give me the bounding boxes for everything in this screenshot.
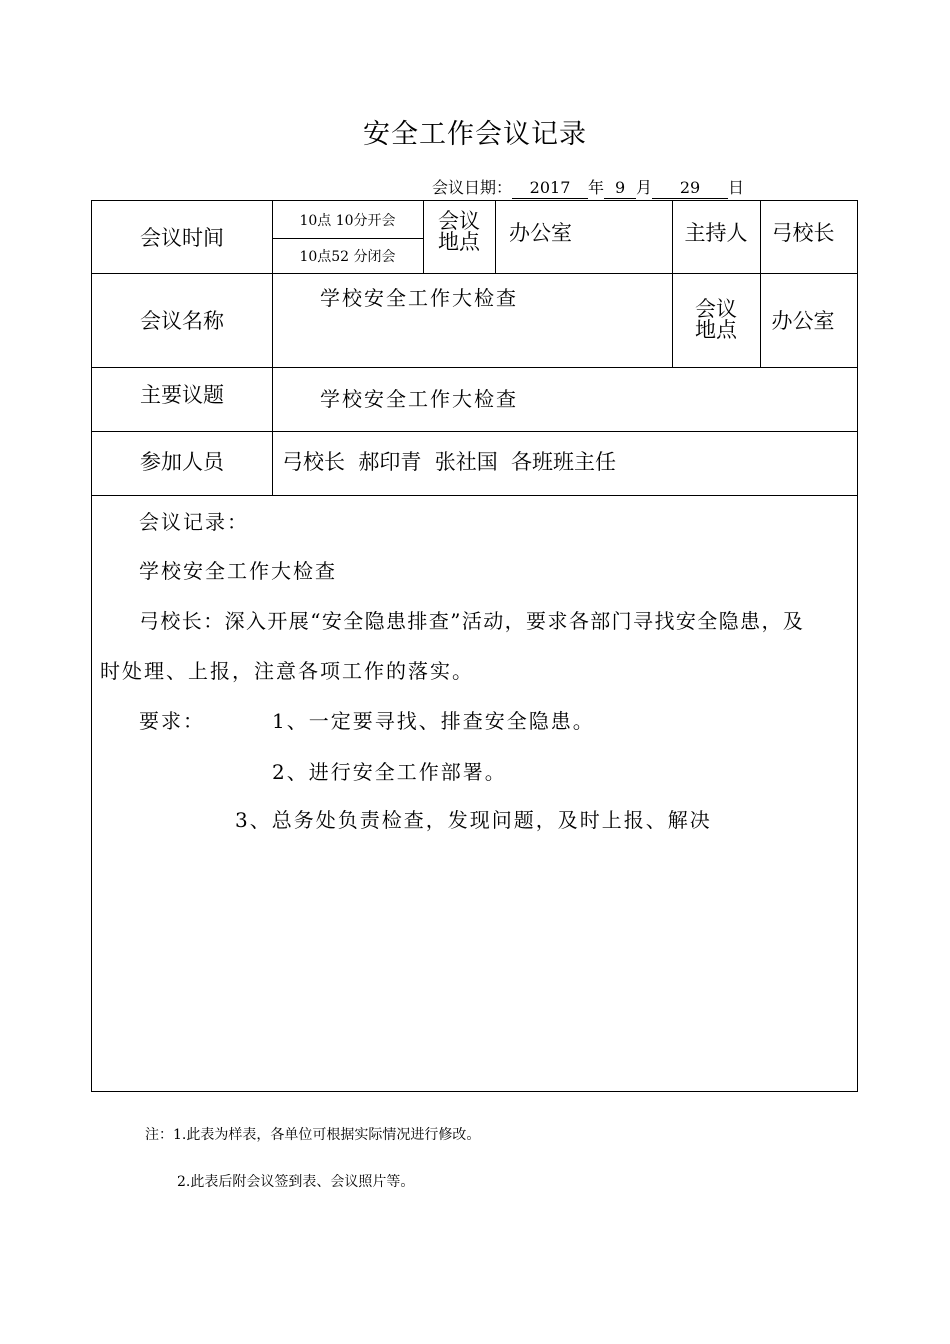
main-topic-value: 学校安全工作大检查 (320, 386, 518, 411)
location-label (423, 201, 495, 263)
record-line-1: 学校安全工作大检查 (139, 559, 337, 583)
page-title: 安全工作会议记录 (363, 119, 587, 150)
end-time-value: 10点52 分闭会 (299, 248, 396, 265)
column-divider (495, 201, 496, 273)
main-topic-label: 主要议题 (140, 383, 224, 407)
participants-value: 弓校长 郝印青 张社国 各班班主任 (282, 450, 617, 474)
requirement-3: 3、总务处负责检查，发现问题，及时上报、解决 (235, 808, 712, 832)
date-year-unit: 年 (588, 178, 605, 197)
location-label-line1: 会议 (438, 209, 480, 233)
meeting-name-label: 会议名称 (140, 309, 224, 333)
date-day: 29 (652, 178, 728, 199)
participants-label: 参加人员 (140, 450, 224, 474)
date-month-unit: 月 (636, 178, 653, 197)
host-value: 弓校长 (771, 221, 835, 245)
date-day-unit: 日 (728, 178, 745, 197)
meeting-name-value: 学校安全工作大检查 (320, 285, 518, 310)
record-line-3: 时处理、上报，注意各项工作的落实。 (100, 659, 474, 683)
location2-label-line2: 地点 (695, 318, 737, 342)
location2-label-line1: 会议 (695, 297, 737, 321)
requirement-2: 2、进行安全工作部署。 (272, 760, 507, 784)
location2-label (672, 273, 760, 367)
location-value: 办公室 (509, 221, 572, 245)
date-year: 2017 (512, 178, 588, 199)
footnote-2: 2.此表后附会议签到表、会议照片等。 (177, 1174, 415, 1190)
record-line-2: 弓校长：深入开展“安全隐患排查”活动，要求各部门寻找安全隐患，及 (139, 609, 805, 633)
meeting-date-line (432, 175, 744, 199)
host-label: 主持人 (684, 221, 748, 245)
date-month: 9 (604, 178, 636, 199)
meeting-time-label: 会议时间 (140, 226, 224, 250)
footnote-1: 注：1.此表为样表，各单位可根据实际情况进行修改。 (145, 1127, 481, 1143)
start-time-value: 10点 10分开会 (299, 212, 396, 229)
row-divider (92, 495, 857, 496)
meeting-record-table (91, 200, 858, 1092)
requirement-1: 1、一定要寻找、排查安全隐患。 (272, 709, 595, 733)
requirements-label: 要求： (139, 709, 205, 733)
record-heading: 会议记录： (139, 510, 249, 534)
location-label-line2: 地点 (438, 230, 480, 254)
date-label: 会议日期： (432, 178, 513, 197)
location2-value: 办公室 (771, 309, 835, 333)
